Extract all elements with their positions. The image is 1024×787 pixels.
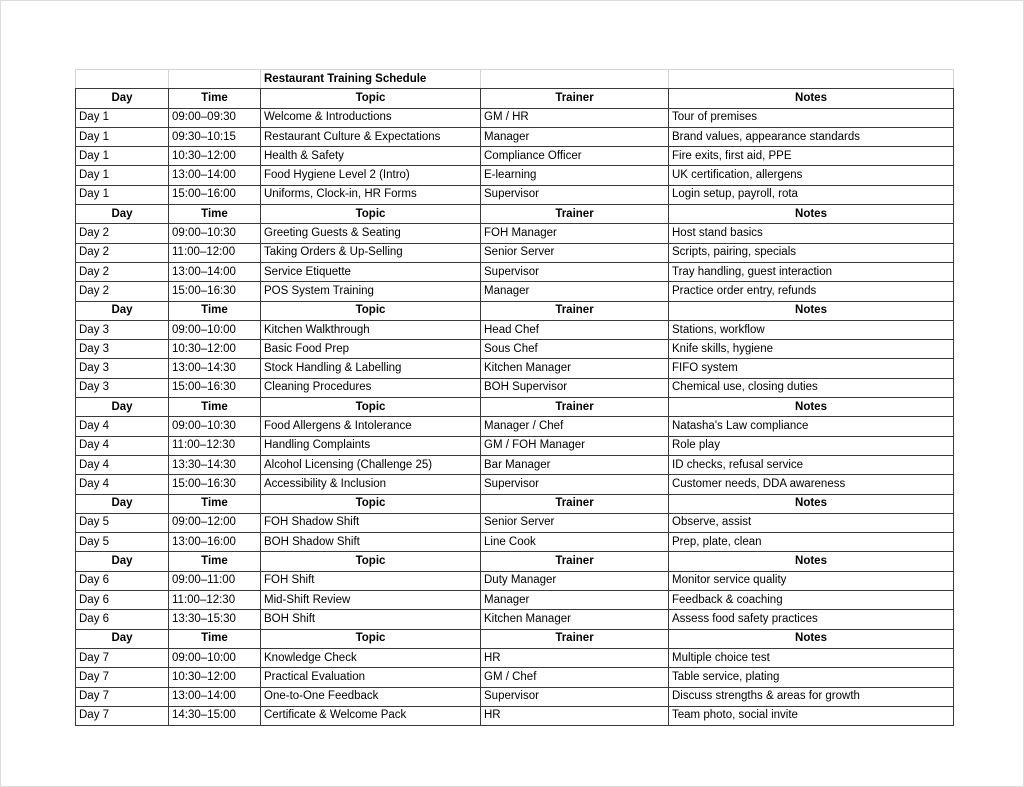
trainer-cell[interactable]: Head Chef bbox=[481, 320, 669, 339]
notes-cell[interactable]: Host stand basics bbox=[669, 224, 954, 243]
column-header-time[interactable]: Time bbox=[169, 629, 261, 648]
topic-cell[interactable]: Kitchen Walkthrough bbox=[261, 320, 481, 339]
trainer-cell[interactable]: Manager bbox=[481, 591, 669, 610]
table-row bbox=[76, 282, 954, 301]
notes-cell[interactable]: Scripts, pairing, specials bbox=[669, 243, 954, 262]
table-row bbox=[76, 166, 954, 185]
notes-cell[interactable]: Customer needs, DDA awareness bbox=[669, 475, 954, 494]
trainer-cell[interactable]: Line Cook bbox=[481, 533, 669, 552]
table-row bbox=[76, 320, 954, 339]
topic-cell[interactable]: Accessibility & Inclusion bbox=[261, 475, 481, 494]
time-cell[interactable]: 13:00–14:30 bbox=[169, 359, 261, 378]
time-cell[interactable]: 10:30–12:00 bbox=[169, 668, 261, 687]
time-cell[interactable]: 14:30–15:00 bbox=[169, 706, 261, 725]
trainer-cell[interactable]: Duty Manager bbox=[481, 571, 669, 590]
time-cell[interactable]: 11:00–12:30 bbox=[169, 436, 261, 455]
title-spacer-cell[interactable] bbox=[481, 70, 669, 89]
time-cell[interactable]: 09:00–10:30 bbox=[169, 417, 261, 436]
topic-cell[interactable]: Certificate & Welcome Pack bbox=[261, 706, 481, 725]
column-header-time[interactable]: Time bbox=[169, 398, 261, 417]
topic-cell[interactable]: Greeting Guests & Seating bbox=[261, 224, 481, 243]
time-cell[interactable]: 15:00–16:30 bbox=[169, 378, 261, 397]
column-header-time[interactable]: Time bbox=[169, 552, 261, 571]
topic-cell[interactable]: Basic Food Prep bbox=[261, 340, 481, 359]
table-row bbox=[76, 359, 954, 378]
header-row bbox=[76, 398, 954, 417]
trainer-cell[interactable]: GM / FOH Manager bbox=[481, 436, 669, 455]
column-header-trainer[interactable]: Trainer bbox=[481, 205, 669, 224]
header-row bbox=[76, 301, 954, 320]
trainer-cell[interactable]: FOH Manager bbox=[481, 224, 669, 243]
table-row bbox=[76, 455, 954, 474]
notes-cell[interactable]: Login setup, payroll, rota bbox=[669, 185, 954, 204]
topic-cell[interactable]: One-to-One Feedback bbox=[261, 687, 481, 706]
table-row bbox=[76, 108, 954, 127]
trainer-cell[interactable]: HR bbox=[481, 648, 669, 667]
column-header-notes[interactable]: Notes bbox=[669, 89, 954, 108]
column-header-notes[interactable]: Notes bbox=[669, 205, 954, 224]
topic-cell[interactable]: Welcome & Introductions bbox=[261, 108, 481, 127]
topic-cell[interactable]: Alcohol Licensing (Challenge 25) bbox=[261, 455, 481, 474]
time-cell[interactable]: 09:00–10:30 bbox=[169, 224, 261, 243]
trainer-cell[interactable]: GM / HR bbox=[481, 108, 669, 127]
trainer-cell[interactable]: Kitchen Manager bbox=[481, 610, 669, 629]
table-row bbox=[76, 687, 954, 706]
topic-cell[interactable]: FOH Shadow Shift bbox=[261, 513, 481, 532]
time-cell[interactable]: 09:00–10:00 bbox=[169, 648, 261, 667]
table-row bbox=[76, 340, 954, 359]
topic-cell[interactable]: BOH Shift bbox=[261, 610, 481, 629]
column-header-topic[interactable]: Topic bbox=[261, 494, 481, 513]
column-header-topic[interactable]: Topic bbox=[261, 205, 481, 224]
topic-cell[interactable]: Restaurant Culture & Expectations bbox=[261, 127, 481, 146]
trainer-cell[interactable]: Compliance Officer bbox=[481, 147, 669, 166]
topic-cell[interactable]: Uniforms, Clock-in, HR Forms bbox=[261, 185, 481, 204]
topic-cell[interactable]: Knowledge Check bbox=[261, 648, 481, 667]
day-cell[interactable]: Day 4 bbox=[76, 455, 169, 474]
time-cell[interactable]: 13:00–14:00 bbox=[169, 262, 261, 281]
table-row bbox=[76, 436, 954, 455]
notes-cell[interactable]: UK certification, allergens bbox=[669, 166, 954, 185]
column-header-trainer[interactable]: Trainer bbox=[481, 89, 669, 108]
column-header-day[interactable]: Day bbox=[76, 301, 169, 320]
topic-cell[interactable]: Mid-Shift Review bbox=[261, 591, 481, 610]
time-cell[interactable]: 13:30–14:30 bbox=[169, 455, 261, 474]
notes-cell[interactable]: Chemical use, closing duties bbox=[669, 378, 954, 397]
day-cell[interactable]: Day 1 bbox=[76, 108, 169, 127]
trainer-cell[interactable]: E-learning bbox=[481, 166, 669, 185]
column-header-trainer[interactable]: Trainer bbox=[481, 552, 669, 571]
header-row bbox=[76, 552, 954, 571]
notes-cell[interactable]: Knife skills, hygiene bbox=[669, 340, 954, 359]
time-cell[interactable]: 13:30–15:30 bbox=[169, 610, 261, 629]
table-row bbox=[76, 706, 954, 725]
notes-cell[interactable]: Assess food safety practices bbox=[669, 610, 954, 629]
table-row bbox=[76, 591, 954, 610]
column-header-topic[interactable]: Topic bbox=[261, 398, 481, 417]
day-cell[interactable]: Day 6 bbox=[76, 610, 169, 629]
notes-cell[interactable]: Fire exits, first aid, PPE bbox=[669, 147, 954, 166]
day-cell[interactable]: Day 6 bbox=[76, 591, 169, 610]
topic-cell[interactable]: BOH Shadow Shift bbox=[261, 533, 481, 552]
day-cell[interactable]: Day 2 bbox=[76, 282, 169, 301]
header-row bbox=[76, 629, 954, 648]
time-cell[interactable]: 10:30–12:00 bbox=[169, 340, 261, 359]
day-cell[interactable]: Day 7 bbox=[76, 648, 169, 667]
column-header-topic[interactable]: Topic bbox=[261, 89, 481, 108]
day-cell[interactable]: Day 1 bbox=[76, 127, 169, 146]
table-row bbox=[76, 475, 954, 494]
day-cell[interactable]: Day 4 bbox=[76, 436, 169, 455]
time-cell[interactable]: 11:00–12:30 bbox=[169, 591, 261, 610]
day-cell[interactable]: Day 3 bbox=[76, 359, 169, 378]
column-header-day[interactable]: Day bbox=[76, 89, 169, 108]
title-spacer-cell[interactable] bbox=[669, 70, 954, 89]
column-header-day[interactable]: Day bbox=[76, 552, 169, 571]
trainer-cell[interactable]: Senior Server bbox=[481, 513, 669, 532]
topic-cell[interactable]: Stock Handling & Labelling bbox=[261, 359, 481, 378]
trainer-cell[interactable]: Kitchen Manager bbox=[481, 359, 669, 378]
day-cell[interactable]: Day 1 bbox=[76, 166, 169, 185]
column-header-topic[interactable]: Topic bbox=[261, 552, 481, 571]
notes-cell[interactable]: Table service, plating bbox=[669, 668, 954, 687]
time-cell[interactable]: 15:00–16:00 bbox=[169, 185, 261, 204]
time-cell[interactable]: 11:00–12:00 bbox=[169, 243, 261, 262]
column-header-day[interactable]: Day bbox=[76, 205, 169, 224]
column-header-notes[interactable]: Notes bbox=[669, 494, 954, 513]
column-header-time[interactable]: Time bbox=[169, 494, 261, 513]
notes-cell[interactable]: FIFO system bbox=[669, 359, 954, 378]
day-cell[interactable]: Day 6 bbox=[76, 571, 169, 590]
column-header-topic[interactable]: Topic bbox=[261, 629, 481, 648]
title-row bbox=[76, 70, 954, 89]
day-cell[interactable]: Day 4 bbox=[76, 475, 169, 494]
column-header-trainer[interactable]: Trainer bbox=[481, 301, 669, 320]
notes-cell[interactable]: Brand values, appearance standards bbox=[669, 127, 954, 146]
trainer-cell[interactable]: GM / Chef bbox=[481, 668, 669, 687]
topic-cell[interactable]: Handling Complaints bbox=[261, 436, 481, 455]
table-row bbox=[76, 668, 954, 687]
column-header-topic[interactable]: Topic bbox=[261, 301, 481, 320]
notes-cell[interactable]: Practice order entry, refunds bbox=[669, 282, 954, 301]
table-row bbox=[76, 513, 954, 532]
notes-cell[interactable]: Team photo, social invite bbox=[669, 706, 954, 725]
topic-cell[interactable]: Service Etiquette bbox=[261, 262, 481, 281]
day-cell[interactable]: Day 1 bbox=[76, 147, 169, 166]
trainer-cell[interactable]: Sous Chef bbox=[481, 340, 669, 359]
column-header-time[interactable]: Time bbox=[169, 301, 261, 320]
title-spacer-cell[interactable] bbox=[169, 70, 261, 89]
notes-cell[interactable]: Feedback & coaching bbox=[669, 591, 954, 610]
notes-cell[interactable]: Prep, plate, clean bbox=[669, 533, 954, 552]
column-header-notes[interactable]: Notes bbox=[669, 552, 954, 571]
column-header-day[interactable]: Day bbox=[76, 494, 169, 513]
time-cell[interactable]: 13:00–16:00 bbox=[169, 533, 261, 552]
notes-cell[interactable]: Multiple choice test bbox=[669, 648, 954, 667]
notes-cell[interactable]: Role play bbox=[669, 436, 954, 455]
table-row bbox=[76, 571, 954, 590]
day-cell[interactable]: Day 3 bbox=[76, 320, 169, 339]
header-row bbox=[76, 89, 954, 108]
day-cell[interactable]: Day 5 bbox=[76, 533, 169, 552]
column-header-notes[interactable]: Notes bbox=[669, 398, 954, 417]
table-row bbox=[76, 417, 954, 436]
column-header-day[interactable]: Day bbox=[76, 629, 169, 648]
day-cell[interactable]: Day 2 bbox=[76, 224, 169, 243]
trainer-cell[interactable]: Supervisor bbox=[481, 262, 669, 281]
day-cell[interactable]: Day 7 bbox=[76, 687, 169, 706]
day-cell[interactable]: Day 3 bbox=[76, 340, 169, 359]
topic-cell[interactable]: Taking Orders & Up-Selling bbox=[261, 243, 481, 262]
table-row bbox=[76, 147, 954, 166]
notes-cell[interactable]: Discuss strengths & areas for growth bbox=[669, 687, 954, 706]
notes-cell[interactable]: Monitor service quality bbox=[669, 571, 954, 590]
day-cell[interactable]: Day 4 bbox=[76, 417, 169, 436]
notes-cell[interactable]: Observe, assist bbox=[669, 513, 954, 532]
notes-cell[interactable]: Tour of premises bbox=[669, 108, 954, 127]
topic-cell[interactable]: POS System Training bbox=[261, 282, 481, 301]
table-row bbox=[76, 243, 954, 262]
day-cell[interactable]: Day 5 bbox=[76, 513, 169, 532]
time-cell[interactable]: 15:00–16:30 bbox=[169, 282, 261, 301]
training-schedule-table bbox=[75, 69, 954, 726]
day-cell[interactable]: Day 1 bbox=[76, 185, 169, 204]
day-cell[interactable]: Day 2 bbox=[76, 262, 169, 281]
trainer-cell[interactable]: Supervisor bbox=[481, 687, 669, 706]
topic-cell[interactable]: Food Hygiene Level 2 (Intro) bbox=[261, 166, 481, 185]
column-header-trainer[interactable]: Trainer bbox=[481, 398, 669, 417]
time-cell[interactable]: 15:00–16:30 bbox=[169, 475, 261, 494]
topic-cell[interactable]: Practical Evaluation bbox=[261, 668, 481, 687]
table-row bbox=[76, 378, 954, 397]
notes-cell[interactable]: Stations, workflow bbox=[669, 320, 954, 339]
notes-cell[interactable]: ID checks, refusal service bbox=[669, 455, 954, 474]
header-row bbox=[76, 494, 954, 513]
trainer-cell[interactable]: Senior Server bbox=[481, 243, 669, 262]
time-cell[interactable]: 09:00–10:00 bbox=[169, 320, 261, 339]
topic-cell[interactable]: Health & Safety bbox=[261, 147, 481, 166]
time-cell[interactable]: 09:30–10:15 bbox=[169, 127, 261, 146]
table-row bbox=[76, 533, 954, 552]
time-cell[interactable]: 13:00–14:00 bbox=[169, 166, 261, 185]
trainer-cell[interactable]: Bar Manager bbox=[481, 455, 669, 474]
column-header-day[interactable]: Day bbox=[76, 398, 169, 417]
column-header-time[interactable]: Time bbox=[169, 89, 261, 108]
column-header-notes[interactable]: Notes bbox=[669, 629, 954, 648]
topic-cell[interactable]: Cleaning Procedures bbox=[261, 378, 481, 397]
time-cell[interactable]: 13:00–14:00 bbox=[169, 687, 261, 706]
table-row bbox=[76, 127, 954, 146]
column-header-trainer[interactable]: Trainer bbox=[481, 494, 669, 513]
time-cell[interactable]: 09:00–11:00 bbox=[169, 571, 261, 590]
day-cell[interactable]: Day 7 bbox=[76, 706, 169, 725]
notes-cell[interactable]: Natasha's Law compliance bbox=[669, 417, 954, 436]
time-cell[interactable]: 09:00–12:00 bbox=[169, 513, 261, 532]
trainer-cell[interactable]: Supervisor bbox=[481, 185, 669, 204]
trainer-cell[interactable]: Supervisor bbox=[481, 475, 669, 494]
day-cell[interactable]: Day 7 bbox=[76, 668, 169, 687]
column-header-time[interactable]: Time bbox=[169, 205, 261, 224]
trainer-cell[interactable]: HR bbox=[481, 706, 669, 725]
column-header-trainer[interactable]: Trainer bbox=[481, 629, 669, 648]
topic-cell[interactable]: FOH Shift bbox=[261, 571, 481, 590]
schedule-title[interactable]: Restaurant Training Schedule bbox=[261, 70, 481, 89]
day-cell[interactable]: Day 3 bbox=[76, 378, 169, 397]
trainer-cell[interactable]: Manager bbox=[481, 127, 669, 146]
time-cell[interactable]: 10:30–12:00 bbox=[169, 147, 261, 166]
header-row bbox=[76, 205, 954, 224]
table-row bbox=[76, 224, 954, 243]
trainer-cell[interactable]: Manager bbox=[481, 282, 669, 301]
table-row bbox=[76, 262, 954, 281]
table-row bbox=[76, 185, 954, 204]
topic-cell[interactable]: Food Allergens & Intolerance bbox=[261, 417, 481, 436]
table-row bbox=[76, 610, 954, 629]
time-cell[interactable]: 09:00–09:30 bbox=[169, 108, 261, 127]
column-header-notes[interactable]: Notes bbox=[669, 301, 954, 320]
title-spacer-cell[interactable] bbox=[76, 70, 169, 89]
trainer-cell[interactable]: BOH Supervisor bbox=[481, 378, 669, 397]
table-row bbox=[76, 648, 954, 667]
day-cell[interactable]: Day 2 bbox=[76, 243, 169, 262]
notes-cell[interactable]: Tray handling, guest interaction bbox=[669, 262, 954, 281]
trainer-cell[interactable]: Manager / Chef bbox=[481, 417, 669, 436]
